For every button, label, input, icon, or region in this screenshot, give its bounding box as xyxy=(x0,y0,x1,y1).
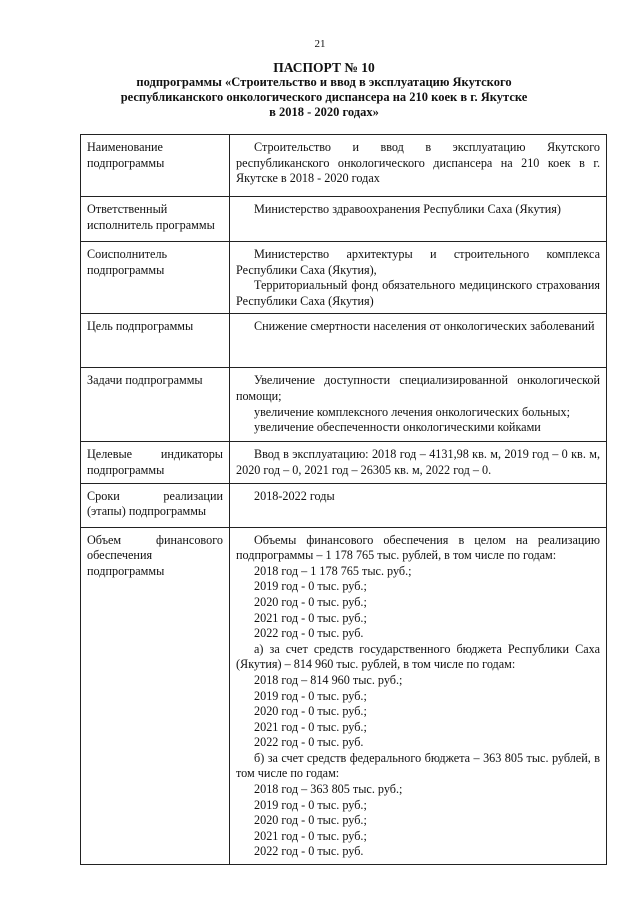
value-text: увеличение обеспеченности онкологическими койками xyxy=(254,420,541,435)
title-line-4: в 2018 - 2020 годах» xyxy=(269,105,379,119)
table-row xyxy=(81,527,607,864)
row-label: Задачи подпрограммы xyxy=(81,368,230,442)
value-text: а) за счет средств государственного бюджета Республики Саха (Якутия) – 814 960 тыс. рублей, в том числе по годам: xyxy=(236,641,600,672)
year-line: 2020 год - 0 тыс. руб.; xyxy=(254,813,367,828)
value-text: Министерство архитектуры и строительного комплекса Республики Саха (Якутия), xyxy=(236,247,600,277)
value-text: Увеличение доступности специализированной онкологической помощи; xyxy=(236,373,600,403)
year-line: 2021 год - 0 тыс. руб.; xyxy=(254,719,367,734)
year-line: 2018 год – 363 805 тыс. руб.; xyxy=(254,782,403,797)
row-value xyxy=(230,242,607,314)
year-line: 2022 год - 0 тыс. руб. xyxy=(254,626,364,641)
table-row xyxy=(81,442,607,483)
value-text: 2018-2022 годы xyxy=(254,488,335,503)
value-text: б) за счет средств федерального бюджета – 363 805 тыс. рублей, в том числе по годам: xyxy=(236,750,600,781)
row-value xyxy=(230,135,607,197)
row-label: Сроки реализации (этапы) подпрограммы xyxy=(81,483,230,527)
year-line: 2018 год – 814 960 тыс. руб.; xyxy=(254,672,403,687)
row-label: Целевые индикаторы подпрограммы xyxy=(81,442,230,483)
year-line: 2019 год - 0 тыс. руб.; xyxy=(254,688,367,703)
year-line: 2019 год - 0 тыс. руб.; xyxy=(254,797,367,812)
row-label: Объем финансового обеспечения подпрограммы xyxy=(81,527,230,864)
year-line: 2019 год - 0 тыс. руб.; xyxy=(254,579,367,594)
table-row xyxy=(81,242,607,314)
year-line: 2020 год - 0 тыс. руб.; xyxy=(254,594,367,609)
row-value xyxy=(230,483,607,527)
table-row xyxy=(81,314,607,368)
year-line: 2021 год - 0 тыс. руб.; xyxy=(254,610,367,625)
passport-table xyxy=(80,134,607,865)
row-label: Цель подпрограммы xyxy=(81,314,230,368)
value-text: Ввод в эксплуатацию: 2018 год – 4131,98 кв. м, 2019 год – 0 кв. м, 2020 год – 0, 2021 год – 26305 кв. м, 2022 год – 0. xyxy=(236,447,600,477)
row-value xyxy=(230,442,607,483)
table-row xyxy=(81,368,607,442)
row-value xyxy=(230,314,607,368)
table-row xyxy=(81,135,607,197)
year-line: 2018 год – 1 178 765 тыс. руб.; xyxy=(254,563,412,578)
table-row xyxy=(81,483,607,527)
year-line: 2020 год - 0 тыс. руб.; xyxy=(254,704,367,719)
row-label: Наименование подпрограммы xyxy=(81,135,230,197)
row-label: Ответственный исполнитель программы xyxy=(81,197,230,242)
year-line: 2021 год - 0 тыс. руб.; xyxy=(254,828,367,843)
row-value xyxy=(230,527,607,864)
title-line-3: республиканского онкологического диспансера на 210 коек в г. Якутске xyxy=(120,90,528,104)
value-text: Территориальный фонд обязательного медицинского страхования Республики Саха (Якутия) xyxy=(236,278,600,308)
year-line: 2022 год - 0 тыс. руб. xyxy=(254,735,364,750)
value-text: увеличение комплексного лечения онкологических больных; xyxy=(254,404,570,419)
year-line: 2022 год - 0 тыс. руб. xyxy=(254,844,364,859)
row-label: Соисполнитель подпрограммы xyxy=(81,242,230,314)
page-title xyxy=(90,60,558,120)
table-row xyxy=(81,197,607,242)
page-number: 21 xyxy=(314,38,326,50)
row-value xyxy=(230,197,607,242)
row-value xyxy=(230,368,607,442)
value-text: Объемы финансового обеспечения в целом на реализацию подпрограммы – 1 178 765 тыс. рублей, в том числе по годам: xyxy=(236,532,600,563)
value-text: Снижение смертности населения от онкологических заболеваний xyxy=(254,319,595,334)
title-line-1: ПАСПОРТ № 10 xyxy=(273,60,375,75)
title-line-2: подпрограммы «Строительство и ввод в эксплуатацию Якутского xyxy=(136,75,512,89)
value-text: Министерство здравоохранения Республики Саха (Якутия) xyxy=(254,202,561,216)
value-text: Строительство и ввод в эксплуатацию Якутского республиканского онкологического диспансера на 210 коек в г. Якутске в 2018 - 2020 годах xyxy=(236,140,600,186)
